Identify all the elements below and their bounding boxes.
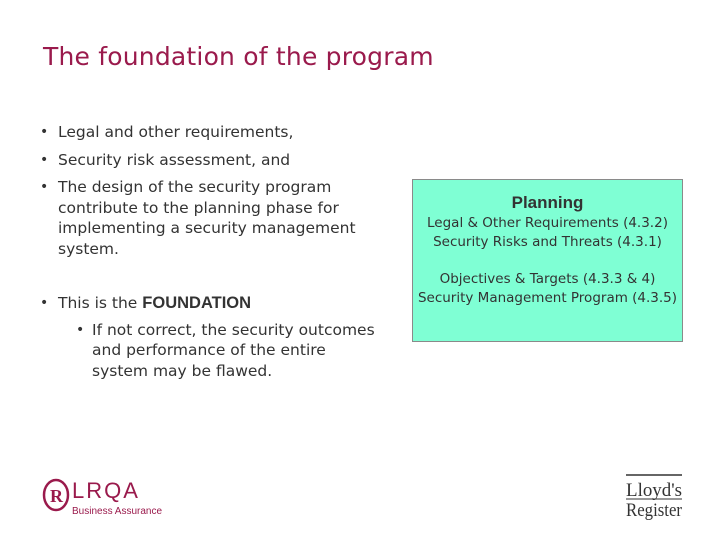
- sub-bullet-item: [40, 320, 380, 382]
- planning-line: Legal & Other Requirements (4.3.2): [427, 215, 668, 231]
- bullet-text: The design of the security program contribute to the planning phase for implementing a security management system.: [58, 178, 356, 258]
- bullet-dot-icon: •: [40, 151, 49, 168]
- lrqa-tagline: Business Assurance: [72, 506, 163, 517]
- bullet-item: [40, 177, 380, 259]
- lrqa-logo: [40, 474, 170, 520]
- slide-title: The foundation of the program: [43, 42, 434, 71]
- bullet-dot-icon: •: [40, 179, 49, 195]
- bullet-text: Legal and other requirements,: [58, 123, 294, 141]
- planning-line: Security Management Program (4.3.5): [417, 290, 678, 306]
- planning-line: Objectives & Targets (4.3.3 & 4): [439, 271, 656, 287]
- foundation-emphasis: FOUNDATION: [142, 294, 252, 312]
- bullet-dot-icon: •: [76, 321, 85, 338]
- bullet-item: [40, 122, 380, 143]
- bullet-text: This is the: [58, 294, 143, 312]
- bullet-item: [40, 150, 380, 171]
- bullet-list: [40, 122, 380, 381]
- lloyds-wordmark-bottom: Register: [626, 500, 683, 520]
- lloyds-wordmark-top: Lloyd's: [626, 480, 682, 501]
- lloyds-register-logo: [622, 472, 686, 520]
- bullet-item: [40, 293, 380, 314]
- planning-box: [412, 179, 683, 342]
- bullet-text: Security risk assessment, and: [58, 150, 291, 169]
- lrqa-wordmark: LRQA: [72, 478, 140, 503]
- svg-text:R: R: [50, 486, 63, 506]
- bullet-dot-icon: •: [40, 124, 49, 140]
- planning-line: Security Risks and Threats (4.3.1): [433, 234, 662, 250]
- planning-heading: Planning: [511, 193, 584, 212]
- sub-bullet-text: If not correct, the security outcomes and performance of the entire system may be flawed.: [92, 320, 375, 380]
- bullet-dot-icon: •: [40, 295, 49, 311]
